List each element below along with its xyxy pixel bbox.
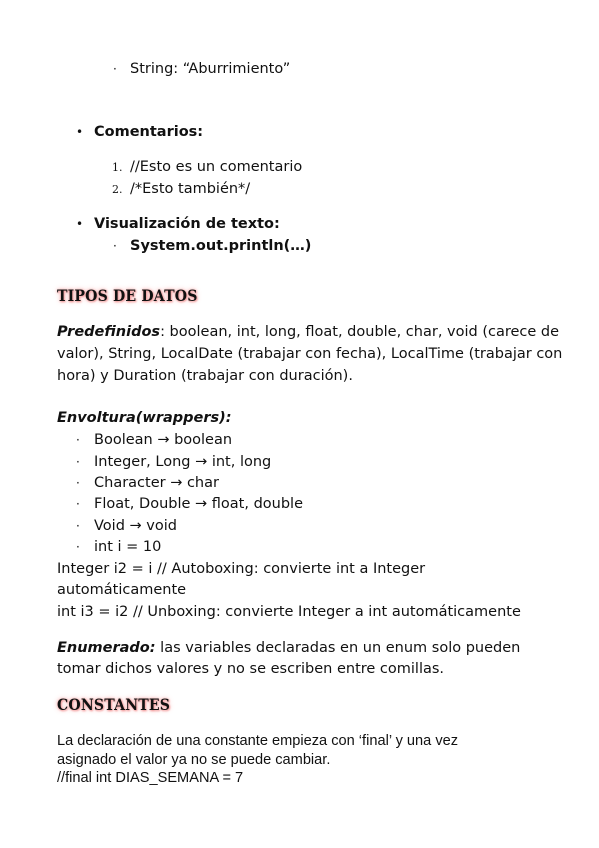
bullet-dot: · — [76, 519, 80, 533]
section-heading-constantes: CONSTANTES — [57, 695, 171, 714]
comment-example-1: //Esto es un comentario — [130, 159, 303, 175]
visualizacion-label: Visualización de texto: — [94, 216, 280, 232]
predefinidos-line-1 — [57, 322, 559, 342]
wrapper-item: int i = 10 — [94, 539, 162, 555]
section-heading-tipos: TIPOS DE DATOS — [57, 286, 198, 305]
wrapper-item: Void → void — [94, 518, 177, 534]
bullet-dot: · — [76, 540, 80, 554]
enumerado-text: las variables declaradas en un enum solo pueden — [155, 640, 521, 656]
comment-example-2: /*Esto también*/ — [130, 181, 251, 197]
bullet-dot: • — [76, 125, 84, 139]
predefinidos-label: Predefinidos — [57, 324, 161, 340]
predefinidos-line-2: valor), String, LocalDate (trabajar con fecha), LocalTime (trabajar con — [57, 346, 563, 362]
autoboxing-line-1: Integer i2 = i // Autoboxing: convierte int a Integer — [57, 561, 426, 577]
constantes-line-2: asignado el valor ya no se puede cambiar. — [57, 752, 331, 768]
predefinidos-line-3: hora) y Duration (trabajar con duración). — [57, 368, 353, 384]
constantes-line-3: //final int DIAS_SEMANA = 7 — [57, 770, 244, 786]
list-number: 2. — [112, 183, 123, 196]
bullet-dot: · — [113, 239, 117, 253]
comentarios-label: Comentarios: — [94, 124, 204, 140]
bullet-dot: · — [76, 476, 80, 490]
list-number: 1. — [112, 161, 123, 174]
enumerado-label: Enumerado: — [57, 640, 156, 656]
constantes-line-1: La declaración de una constante empieza con ‘final’ y una vez — [57, 733, 459, 749]
wrapper-item: Integer, Long → int, long — [94, 454, 272, 470]
wrapper-item: Boolean → boolean — [94, 432, 233, 448]
println-example: System.out.println(…) — [130, 238, 312, 254]
enumerado-line-1 — [57, 638, 520, 658]
enumerado-line-2: tomar dichos valores y no se escriben entre comillas. — [57, 661, 445, 677]
bullet-dot: · — [113, 62, 117, 76]
bullet-dot: · — [76, 433, 80, 447]
autoboxing-line-2: automáticamente — [57, 582, 187, 598]
string-example: String: “Aburrimiento” — [130, 61, 291, 77]
wrapper-item: Character → char — [94, 475, 219, 491]
unboxing-line: int i3 = i2 // Unboxing: convierte Integer a int automáticamente — [57, 604, 521, 620]
wrapper-item: Float, Double → float, double — [94, 496, 303, 512]
bullet-dot: · — [76, 455, 80, 469]
bullet-dot: • — [76, 217, 84, 231]
predefinidos-text: : boolean, int, long, float, double, char, void (carece de — [160, 324, 560, 340]
envoltura-label: Envoltura(wrappers): — [57, 410, 232, 426]
bullet-dot: · — [76, 497, 80, 511]
